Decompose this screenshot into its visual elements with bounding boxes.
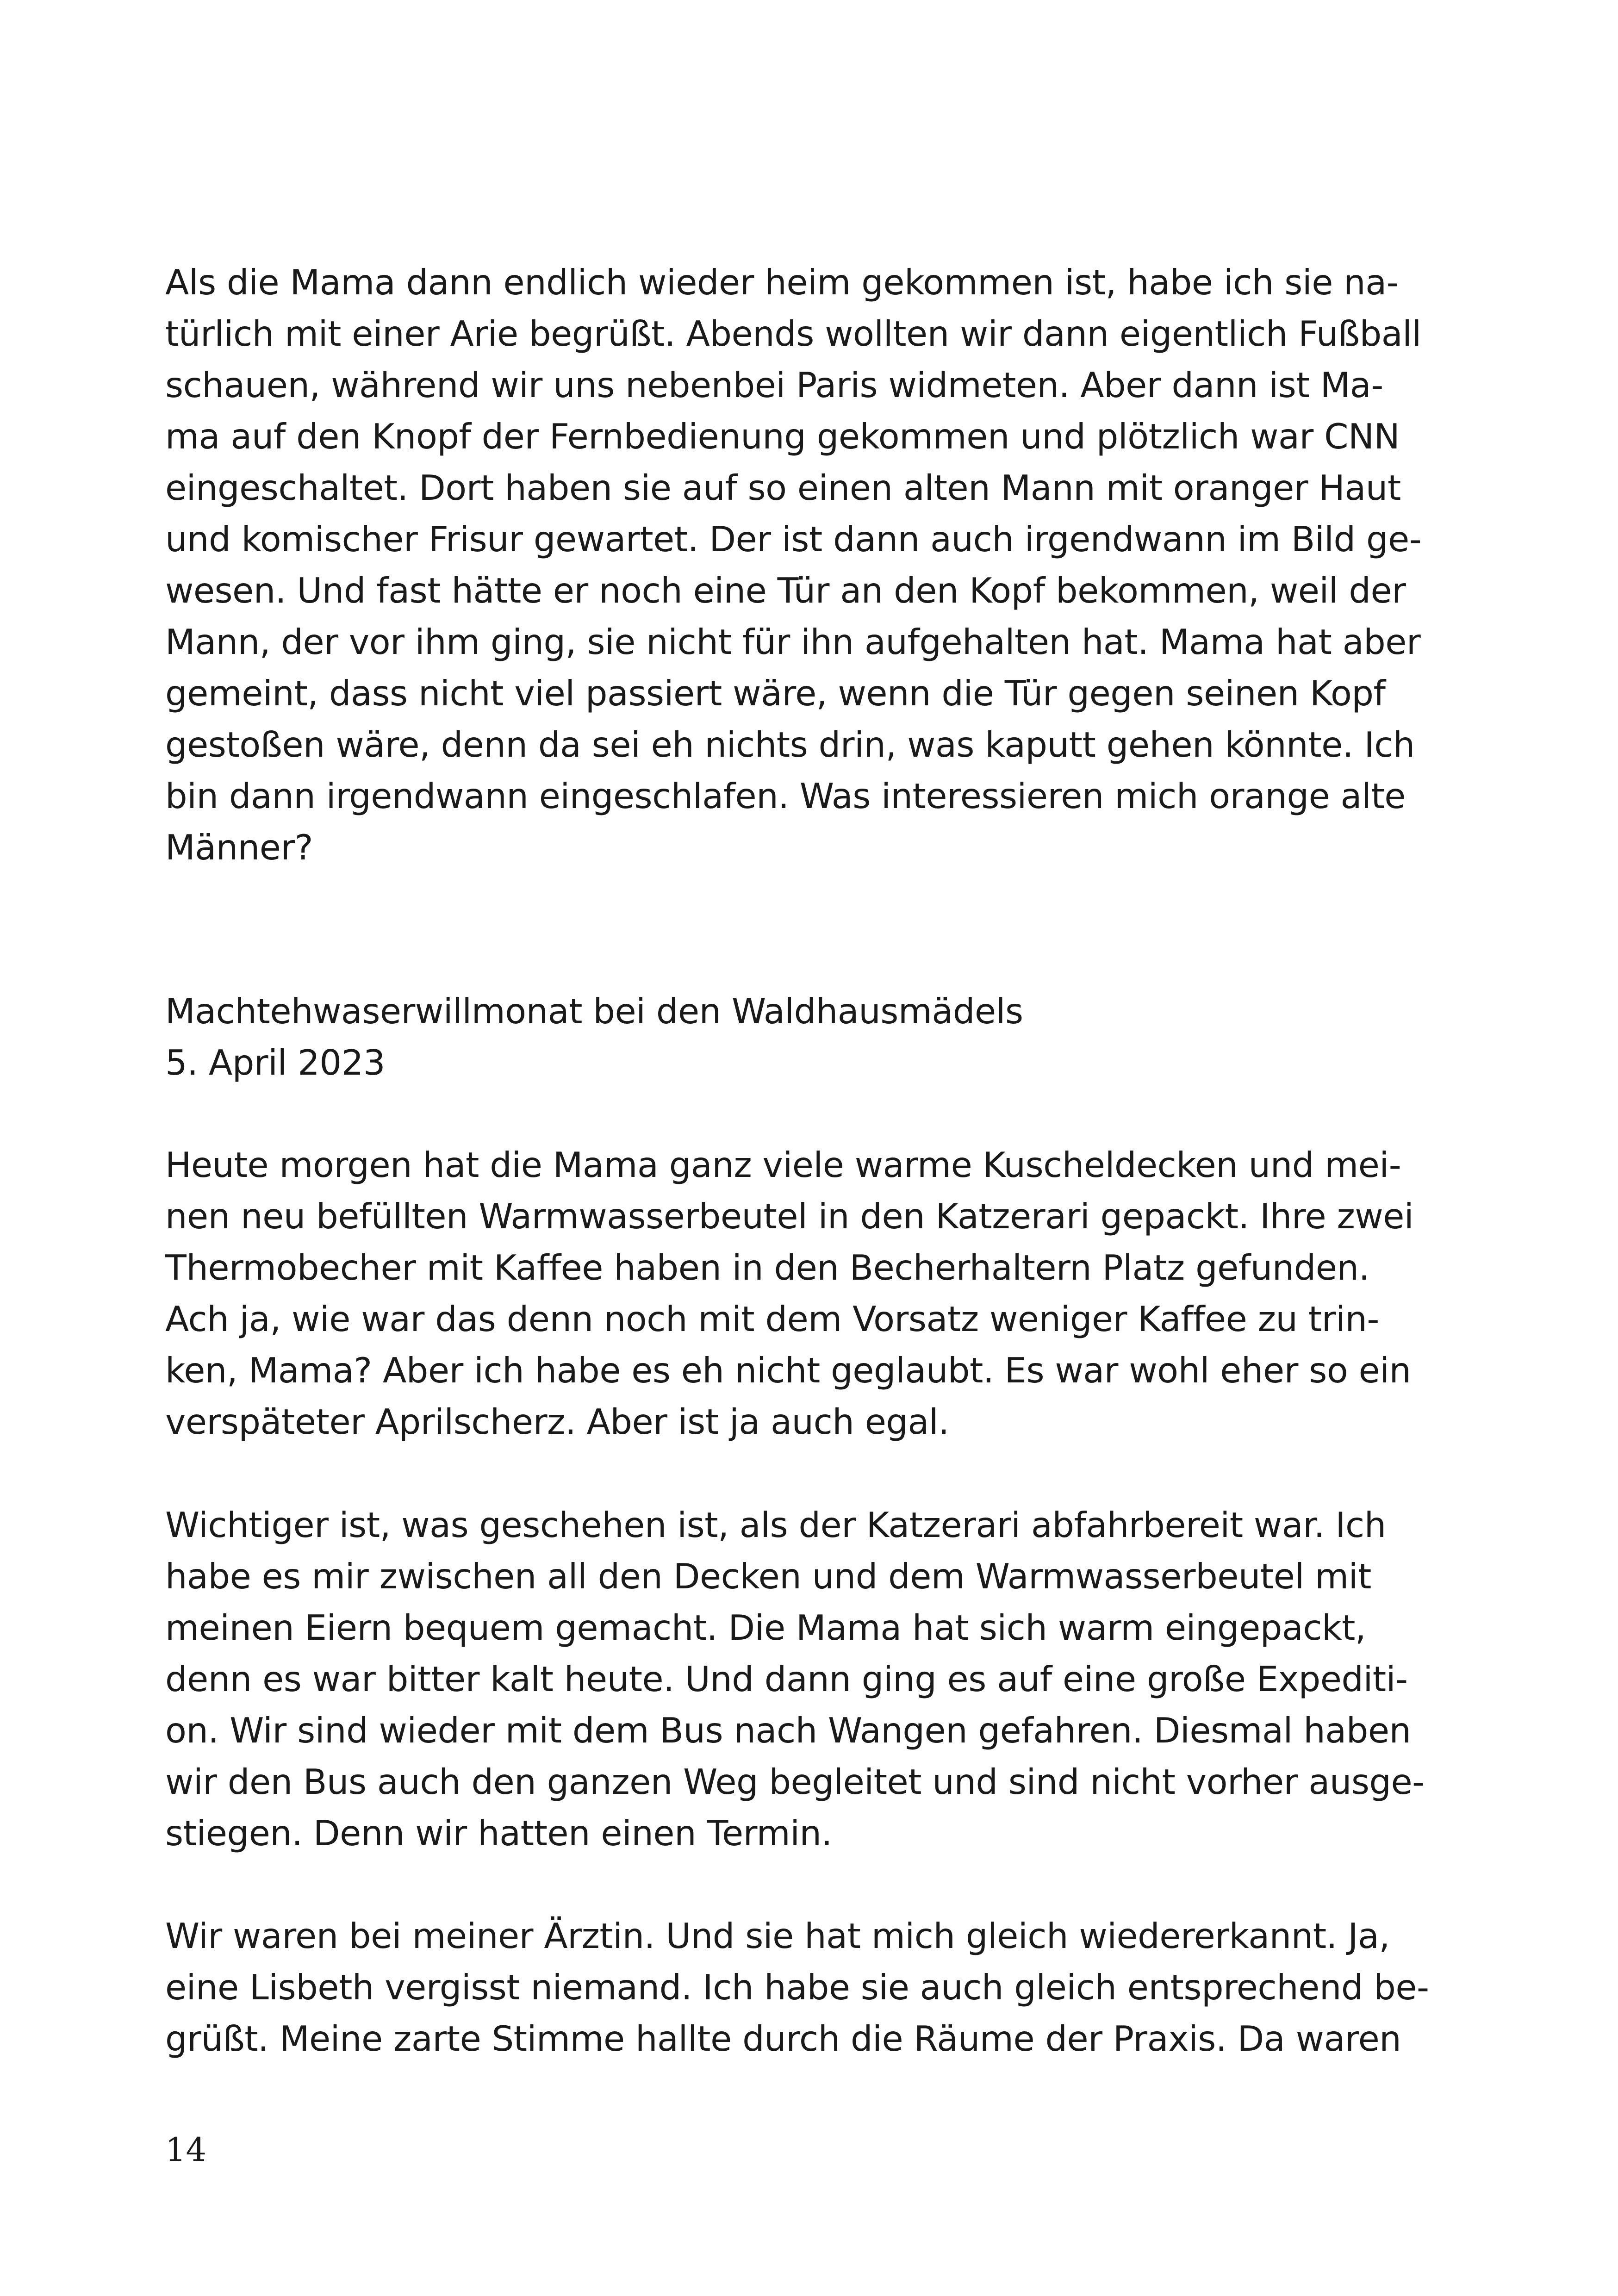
paragraph-1: Als die Mama dann endlich wieder heim gekommen ist, habe ich sie na- türlich mit einer Arie begrüßt. Abends wollten wir dann eigentlich Fußball schauen, während wir uns nebenbei Paris widmeten. Aber dann ist Ma- ma auf den Knopf der Fernbedienung gekommen und plötzlich war CNN eingeschaltet. Dort haben sie auf so einen alten Mann mit oranger Haut und komischer Frisur gewartet. Der ist dann auch irgendwann im Bild ge- wesen. Und fast hätte er noch eine Tür an den Kopf bekommen, weil der Mann, der vor ihm ging, sie nicht für ihn aufgehalten hat. Mama hat aber gemeint, dass nicht viel passiert wäre, wenn die Tür gegen seinen Kopf gestoßen wäre, denn da sei eh nichts drin, was kaputt gehen könnte. Ich bin dann irgendwann eingeschlafen. Was interessieren mich orange alte Männer? [165,262,1422,868]
entry-title: Machtehwaserwillmonat bei den Waldhausmädels [165,991,1023,1032]
paragraph-3: Wichtiger ist, was geschehen ist, als der Katzerari abfahrbereit war. Ich habe es mir zwischen all den Decken und dem Warmwasserbeutel mit meinen Eiern bequem gemacht. Die Mama hat sich warm eingepackt, denn es war bitter kalt heute. Und dann ging es auf eine große Expediti- on. Wir sind wieder mit dem Bus nach Wangen gefahren. Diesmal haben wir den Bus auch den ganzen Weg begleitet und sind nicht vorher ausge- stiegen. Denn wir hatten einen Termin. [165,1505,1425,1854]
entry-date: 5. April 2023 [165,1042,386,1083]
page-number: 14 [165,2131,207,2169]
paragraph-4: Wir waren bei meiner Ärztin. Und sie hat mich gleich wiedererkannt. Ja, eine Lisbeth vergisst niemand. Ich habe sie auch gleich entsprechend be- grüßt. Meine zarte Stimme hallte durch die Räume der Praxis. Da waren [165,1916,1429,2059]
paragraph-2: Heute morgen hat die Mama ganz viele warme Kuscheldecken und mei- nen neu befüllten Warmwasserbeutel in den Katzerari gepackt. Ihre zwei Thermobecher mit Kaffee haben in den Becherhaltern Platz gefunden. Ach ja, wie war das denn noch mit dem Vorsatz weniger Kaffee zu trin- ken, Mama? Aber ich habe es eh nicht geglaubt. Es war wohl eher so ein verspäteter Aprilscherz. Aber ist ja auch egal. [165,1145,1414,1442]
